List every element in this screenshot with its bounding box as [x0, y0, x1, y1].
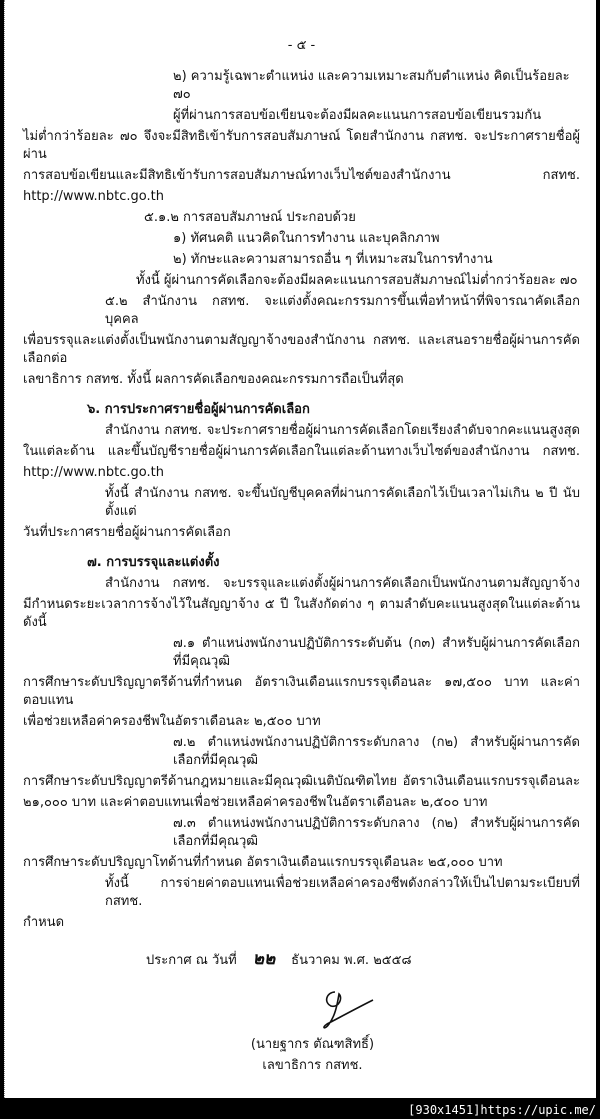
- para-line: ทั้งนี้ สำนักงาน กสทช. จะขึ้นบัญชีบุคคลที่ผ่านการคัดเลือกไว้เป็นเวลาไม่เกิน ๒ ปี นับตั้งแต่: [105, 486, 580, 519]
- para-line: ๗.๑ ตำแหน่งพนักงานปฏิบัติการระดับต้น (ก๓) สำหรับผู้ผ่านการคัดเลือกที่มีคุณวุฒิ: [173, 636, 580, 669]
- para-line: การศึกษาระดับปริญญาตรีด้านกฎหมายและมีคุณวุฒิเนติบัณฑิตไทย อัตราเงินเดือนแรกบรรจุเดือนละ: [23, 774, 580, 789]
- section-heading: ๗. การบรรจุและแต่งตั้ง: [87, 555, 220, 570]
- page-number: - ๕ -: [287, 38, 316, 53]
- footer-band: [0, 1098, 600, 1119]
- announcement-date: [146, 948, 580, 972]
- signatory-name: (นายฐากร ตัณฑสิทธิ์): [250, 1037, 375, 1052]
- list-item: ๒) ทักษะและความสามารถอื่น ๆ ที่เหมาะสมในการทำงาน: [173, 252, 493, 267]
- para-line: ๒๑,๐๐๐ บาท และค่าตอบแทนเพื่อช่วยเหลือค่าครองชีพในอัตราเดือนละ ๒,๕๐๐ บาท: [23, 795, 488, 810]
- document-page: [4, 0, 596, 1098]
- para-line: การศึกษาระดับปริญญาตรีด้านที่กำหนด อัตราเงินเดือนแรกบรรจุเดือนละ ๑๗,๕๐๐ บาท และค่าตอบแทน: [23, 675, 580, 708]
- signatory-title: เลขาธิการ กสทช.: [262, 1058, 363, 1073]
- document-body: [23, 68, 580, 932]
- announcement-date-prefix: ประกาศ ณ วันที่: [146, 953, 237, 968]
- para-line: ๕.๒ สำนักงาน กสทช. จะแต่งตั้งคณะกรรมการขึ้นเพื่อทำหน้าที่พิจารณาคัดเลือกบุคคล: [105, 294, 580, 327]
- para-line: ๒) ความรู้เฉพาะตำแหน่ง และความเหมาะสมกับตำแหน่ง คิดเป็นร้อยละ ๗๐: [173, 69, 570, 102]
- url-link[interactable]: http://www.nbtc.go.th: [23, 465, 164, 480]
- para-line: ทั้งนี้ ผู้ผ่านการคัดเลือกจะต้องมีผลคะแนนการสอบสัมภาษณ์ไม่ต่ำกว่าร้อยละ ๗๐: [136, 273, 578, 288]
- para-line: สำนักงาน กสทช. จะประกาศรายชื่อผู้ผ่านการคัดเลือกโดยเรียงลำดับจากคะแนนสูงสุด: [105, 423, 580, 438]
- para-line: ผู้ที่ผ่านการสอบข้อเขียนจะต้องมีผลคะแนนการสอบข้อเขียนรวมกัน: [173, 108, 542, 123]
- para-line: ไม่ต่ำกว่าร้อยละ ๗๐ จึงจะมีสิทธิเข้ารับการสอบสัมภาษณ์ โดยสำนักงาน กสทช. จะประกาศรายชื่อผู้ผ่าน: [23, 129, 580, 162]
- para-line: ๗.๓ ตำแหน่งพนักงานปฏิบัติการระดับกลาง (ก๒) สำหรับผู้ผ่านการคัดเลือกที่มีคุณวุฒิ: [173, 816, 580, 849]
- watermark: [930x1451]https://upic.me/: [408, 1103, 596, 1117]
- para-line: เพื่อช่วยเหลือค่าครองชีพในอัตราเดือนละ ๒,๕๐๐ บาท: [23, 714, 321, 729]
- para-line: ในแต่ละด้าน และขึ้นบัญชีรายชื่อผู้ผ่านการคัดเลือกในแต่ละด้านทางเว็บไซต์ของสำนักงาน กสทช.: [23, 444, 580, 459]
- section-heading: ๖. การประกาศรายชื่อผู้ผ่านการคัดเลือก: [87, 402, 310, 417]
- para-line: การศึกษาระดับปริญญาโทด้านที่กำหนด อัตราเงินเดือนแรกบรรจุเดือนละ ๒๕,๐๐๐ บาท: [23, 855, 503, 870]
- subsection-heading: ๕.๑.๒ การสอบสัมภาษณ์ ประกอบด้วย: [144, 210, 356, 225]
- signature: [313, 984, 383, 1034]
- para-line: ทั้งนี้ การจ่ายค่าตอบแทนเพื่อช่วยเหลือค่าครองชีพดังกล่าวให้เป็นไปตามระเบียบที่ กสทช.: [105, 876, 580, 909]
- para-line: มีกำหนดระยะเวลาการจ้างไว้ในสัญญาจ้าง ๕ ปี ในสังกัดต่าง ๆ ตามลำดับคะแนนสูงสุดในแต่ละด้าน ดังนี้: [23, 597, 580, 630]
- para-line: เพื่อบรรจุและแต่งตั้งเป็นพนักงานตามสัญญาจ้างของสำนักงาน กสทช. และเสนอรายชื่อผู้ผ่านการคัดเลือกต่อ: [23, 333, 580, 366]
- para-line: สำนักงาน กสทช. จะบรรจุและแต่งตั้งผู้ผ่านการคัดเลือกเป็นพนักงานตามสัญญาจ้าง: [105, 576, 580, 591]
- para-line: วันที่ประกาศรายชื่อผู้ผ่านการคัดเลือก: [23, 525, 231, 540]
- list-item: ๑) ทัศนคติ แนวคิดในการทำงาน และบุคลิกภาพ: [173, 231, 440, 246]
- para-line: กำหนด: [23, 915, 65, 930]
- para-line: ๗.๒ ตำแหน่งพนักงานปฏิบัติการระดับกลาง (ก๒) สำหรับผู้ผ่านการคัดเลือกที่มีคุณวุฒิ: [173, 735, 580, 768]
- url-link[interactable]: http://www.nbtc.go.th: [23, 189, 164, 204]
- handwritten-day: ๒๒: [252, 949, 276, 969]
- para-line: เลขาธิการ กสทช. ทั้งนี้ ผลการคัดเลือกของคณะกรรมการถือเป็นที่สุด: [23, 372, 404, 387]
- announcement-date-suffix: ธันวาคม พ.ศ. ๒๕๕๘: [291, 953, 412, 968]
- para-line: การสอบข้อเขียนและมีสิทธิเข้ารับการสอบสัมภาษณ์ทางเว็บไซต์ของสำนักงาน กสทช.: [23, 168, 580, 183]
